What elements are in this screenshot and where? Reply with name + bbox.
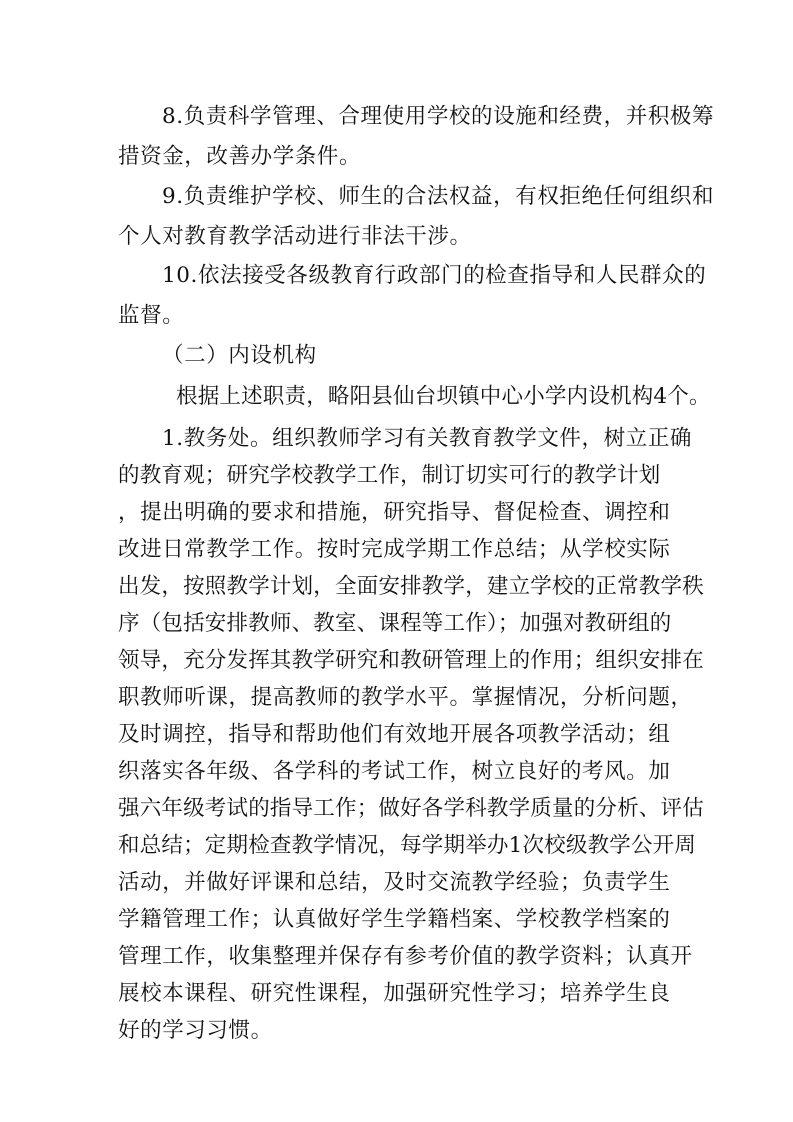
academic-affairs-line-6: 序（包括安排教师、教室、课程等工作）；加强对教研组的 xyxy=(118,611,672,636)
institutions-summary: 根据上述职责，略阳县仙台坝镇中心小学内设机构4个。 xyxy=(176,384,711,409)
paragraph-10-line-1: 10.依法接受各级教育行政部门的检查指导和人民群众的 xyxy=(162,263,707,288)
academic-affairs-line-10: 织落实各年级、各学科的考试工作，树立良好的考风。加 xyxy=(118,759,671,784)
academic-affairs-line-17: 好的学习习惯。 xyxy=(118,1018,273,1043)
academic-affairs-line-2: 的教育观；研究学校教学工作，制订切实可行的教学计划 xyxy=(118,463,661,488)
academic-affairs-line-7: 领导，充分发挥其教学研究和教研管理上的作用；组织安排在 xyxy=(118,648,704,673)
academic-affairs-line-11: 强六年级考试的指导工作；做好各学科教学质量的分析、评估 xyxy=(118,796,704,821)
academic-affairs-line-16: 展校本课程、研究性课程，加强研究性学习；培养学生良 xyxy=(118,981,671,1006)
paragraph-9-line-2: 个人对教育教学活动进行非法干涉。 xyxy=(118,224,472,249)
academic-affairs-line-14: 学籍管理工作；认真做好学生学籍档案、学校教学档案的 xyxy=(118,907,671,932)
academic-affairs-line-13: 活动，并做好评课和总结，及时交流教学经验；负责学生 xyxy=(118,870,671,895)
paragraph-10-line-2: 监督。 xyxy=(118,303,185,328)
section-heading: （二）内设机构 xyxy=(162,343,317,368)
academic-affairs-line-12: 和总结；定期检查教学情况，每学期举办1次校级教学公开周 xyxy=(118,833,697,858)
academic-affairs-line-5: 出发，按照教学计划，全面安排教学，建立学校的正常教学秩 xyxy=(118,574,704,599)
paragraph-9-line-1: 9.负责维护学校、师生的合法权益，有权拒绝任何组织和 xyxy=(162,184,715,209)
academic-affairs-line-4: 改进日常教学工作。按时完成学期工作总结；从学校实际 xyxy=(118,537,671,562)
paragraph-8-line-2: 措资金，改善办学条件。 xyxy=(118,144,362,169)
academic-affairs-line-15: 管理工作，收集整理并保存有参考价值的教学资料；认真开 xyxy=(118,944,693,969)
academic-affairs-line-1: 1.教务处。组织教师学习有关教育教学文件，树立正确 xyxy=(162,426,693,451)
academic-affairs-line-9: 及时调控，指导和帮助他们有效地开展各项教学活动；组 xyxy=(118,722,671,747)
academic-affairs-line-8: 职教师听课，提高教师的教学水平。掌握情况，分析问题， xyxy=(118,685,693,710)
academic-affairs-line-3: ，提出明确的要求和措施，研究指导、督促检查、调控和 xyxy=(118,500,671,525)
paragraph-8-line-1: 8.负责科学管理、合理使用学校的设施和经费，并积极筹 xyxy=(162,104,715,129)
